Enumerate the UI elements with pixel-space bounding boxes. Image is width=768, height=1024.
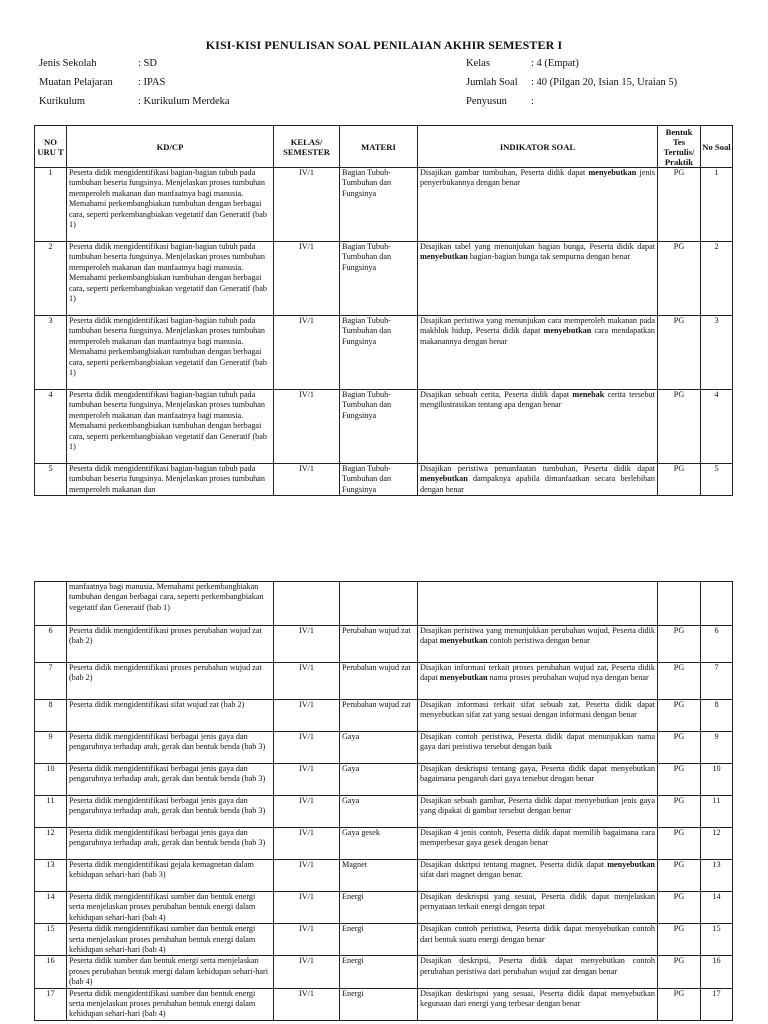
- cell-no-soal: 1: [701, 168, 733, 242]
- cell-materi: Perubahan wujud zat: [340, 700, 418, 732]
- page-title: KISI-KISI PENULISAN SOAL PENILAIAN AKHIR SEMESTER I: [205, 38, 563, 52]
- cell-kelas: IV/1: [274, 663, 340, 700]
- cell-kelas: IV/1: [274, 956, 340, 988]
- indikator-text-end: cara mendapatkan makanannya dengan benar: [420, 326, 655, 346]
- cell-materi: Magnet: [340, 860, 418, 892]
- indikator-text: Disajikan peristiwa yang menunjukkan perubahan wujud, Peserta didik dapat: [420, 626, 655, 646]
- cell-bentuk: PG: [658, 663, 701, 700]
- info-label-jumlah-soal: Jumlah Soal: [466, 77, 518, 88]
- cell-bentuk: PG: [658, 764, 701, 796]
- table-row: [35, 764, 733, 796]
- cell-kdcp: Peserta didik mengidentifikasi bagian-bagian tubuh pada tumbuhan beserta fungsinya. Menjelaskan proses tumbuhan memperoleh makanan dan: [67, 464, 274, 496]
- cell-no: 2: [35, 242, 67, 316]
- header-indikator-soal: INDIKATOR SOAL: [418, 126, 658, 168]
- cell-kelas: IV/1: [274, 316, 340, 390]
- indikator-text-end: contoh peristiwa dengan benar: [487, 636, 590, 646]
- cell-no: 14: [35, 892, 67, 924]
- cell-materi: Gaya: [340, 796, 418, 828]
- indikator-text: Disajikan gambar tumbuhan, Peserta didik dapat: [420, 168, 589, 177]
- cell-kelas: [274, 582, 340, 626]
- cell-kdcp: Peserta didik mengidentifikasi sumber dan bentuk energi serta menjelaskan proses perubahan bentuk energi dalam kehidupan sehari-hari (bab 4): [67, 988, 274, 1020]
- cell-no-soal: 12: [701, 828, 733, 860]
- header-no-urut: NO URU T: [35, 126, 67, 168]
- cell-bentuk: PG: [658, 700, 701, 732]
- cell-no-soal: 16: [701, 956, 733, 988]
- table-row: [35, 892, 733, 924]
- indikator-text: Disajikan contoh peristiwa, Peserta didik dapat menunjukkan nama gaya dari peristiwa tersebut dengan baik: [420, 732, 655, 752]
- cell-indikator: [418, 242, 658, 316]
- indikator-keyword: menyebutkan: [543, 326, 592, 336]
- indikator-keyword: menyebutkan: [439, 673, 488, 683]
- info-left: [39, 58, 369, 118]
- cell-kelas: IV/1: [274, 700, 340, 732]
- cell-no-soal: 2: [701, 242, 733, 316]
- cell-materi: Energi: [340, 892, 418, 924]
- cell-kelas: IV/1: [274, 168, 340, 242]
- info-value-jumlah-soal: : 40 (Pilgan 20, Isian 15, Uraian 5): [531, 77, 678, 88]
- indikator-text: Disajikan deskrispsi yang sesuai, Peserta didik dapat menjelaskan pernyataan terkait energi dengan tepat: [420, 892, 655, 912]
- cell-materi: Bagian Tubuh-Tumbuhan dan Fungsinya: [340, 168, 418, 242]
- cell-materi: Energi: [340, 988, 418, 1020]
- info-label-jenis-sekolah: Jenis Sekolah: [39, 58, 97, 69]
- cell-bentuk: PG: [658, 924, 701, 956]
- cell-materi: Bagian Tubuh-Tumbuhan dan Fungsinya: [340, 464, 418, 496]
- cell-no: 12: [35, 828, 67, 860]
- cell-indikator: [418, 626, 658, 663]
- cell-materi: Gaya: [340, 764, 418, 796]
- cell-kelas: IV/1: [274, 464, 340, 496]
- cell-no: 10: [35, 764, 67, 796]
- cell-kdcp: Peserta didik mengidentifikasi bagian-bagian tubuh pada tumbuhan beserta fungsinya. Menjelaskan proses tumbuhan memperoleh makanan dan manfaatnya bagi manusia. Memahami perkembangbiakan tumbuhan dengan berbagai cara, seperti perkembangbiakan vegetatif dan Generatif (bab 1): [67, 168, 274, 242]
- cell-kelas: IV/1: [274, 242, 340, 316]
- info-value-kurikulum: : Kurikulum Merdeka: [138, 96, 230, 107]
- table-row: [35, 796, 733, 828]
- cell-indikator: [418, 892, 658, 924]
- cell-indikator: [418, 732, 658, 764]
- cell-bentuk: PG: [658, 988, 701, 1020]
- indikator-text: Disajikan sebuah cerita, Peserta didik dapat: [420, 390, 573, 399]
- indikator-text: Disajikan peristiwa pemanfaatan tumbuhan, Peserta didik dapat: [420, 464, 655, 473]
- cell-indikator: [418, 700, 658, 732]
- cell-materi: [340, 582, 418, 626]
- cell-bentuk: PG: [658, 242, 701, 316]
- cell-no: 16: [35, 956, 67, 988]
- cell-no-soal: 9: [701, 732, 733, 764]
- cell-bentuk: PG: [658, 464, 701, 496]
- indikator-text: Disajikan deskrispsi tentang gaya, Peserta didik dapat menyebutkan bagaimana pengaruh dari gaya tersebut dengan benar: [420, 764, 655, 784]
- cell-no-soal: 7: [701, 663, 733, 700]
- cell-no: 17: [35, 988, 67, 1020]
- cell-no: 4: [35, 390, 67, 464]
- indikator-keyword: menyebutkan: [439, 636, 488, 646]
- table-row: [35, 988, 733, 1020]
- cell-materi: Gaya gesek: [340, 828, 418, 860]
- indikator-text: Disajikan contoh peristiwa, Peserta didik dapat menyebutkan contoh dari bentuk suatu energi dengan benar: [420, 924, 655, 944]
- table-row: [35, 390, 733, 464]
- info-value-muatan-pelajaran: : IPAS: [138, 77, 166, 88]
- cell-kdcp: Peserta didik mengidentifikasi bagian-bagian tubuh pada tumbuhan beserta fungsinya. Menjelaskan proses tumbuhan memperoleh makanan dan manfaatnya bagi manusia. Memahami perkembangbiakan tumbuhan dengan berbagai cara, seperti perkembangbiakan vegetatif dan Generatif (bab 1): [67, 390, 274, 464]
- info-label-kelas: Kelas: [466, 58, 490, 69]
- cell-bentuk: PG: [658, 828, 701, 860]
- cell-materi: Energi: [340, 924, 418, 956]
- cell-kdcp: Peserta didik mengidentifikasi sumber dan bentuk energi serta menjelaskan proses perubahan bentuk energi dalam kehidupan sehari-hari (bab 4): [67, 892, 274, 924]
- cell-bentuk: PG: [658, 390, 701, 464]
- indikator-text-end: dampaknya apabila dimanfaatkan secara berlebihan dengan benar: [420, 474, 655, 494]
- info-right: [466, 58, 756, 118]
- table-row: [35, 168, 733, 242]
- cell-kelas: IV/1: [274, 892, 340, 924]
- info-label-kurikulum: Kurikulum: [39, 96, 86, 107]
- cell-kelas: IV/1: [274, 828, 340, 860]
- table-row: [35, 700, 733, 732]
- cell-no: 3: [35, 316, 67, 390]
- cell-kdcp: Peserta didik sumber dan bentuk energi serta menjelaskan proses perubahan bentuk energi dalam kehidupan sehari-hari (bab 4): [67, 956, 274, 988]
- cell-indikator: [418, 924, 658, 956]
- cell-kdcp: Peserta didik mengidentifikasi proses perubahan wujud zat (bab 2): [67, 663, 274, 700]
- cell-materi: Perubahan wujud zat: [340, 626, 418, 663]
- cell-no-soal: 13: [701, 860, 733, 892]
- kisi-table-page-2: [34, 581, 733, 1021]
- cell-kelas: IV/1: [274, 764, 340, 796]
- cell-no-soal: 4: [701, 390, 733, 464]
- cell-no-soal: 6: [701, 626, 733, 663]
- cell-bentuk: PG: [658, 892, 701, 924]
- cell-kdcp: Peserta didik mengidentifikasi berbagai jenis gaya dan pengaruhnya terhadap arah, gerak dan bentuk benda (bab 3): [67, 796, 274, 828]
- cell-no-soal: 10: [701, 764, 733, 796]
- info-label-muatan-pelajaran: Muatan Pelajaran: [39, 77, 113, 88]
- cell-kelas: IV/1: [274, 988, 340, 1020]
- table-row: [35, 924, 733, 956]
- indikator-text: Disajikan informasi terkait sifat sebuah zat, Peserta didik dapat menyebutkan sifat zat yang sesuai dengan informasi dengan benar: [420, 700, 655, 720]
- indikator-text: Disajikan tabel yang menunjukan bagian bunga, Peserta didik dapat: [420, 242, 655, 251]
- cell-bentuk: PG: [658, 316, 701, 390]
- cell-materi: Bagian Tubuh-Tumbuhan dan Fungsinya: [340, 242, 418, 316]
- cell-kdcp: Peserta didik mengidentifikasi bagian-bagian tubuh pada tumbuhan beserta fungsinya. Menjelaskan proses tumbuhan memperoleh makanan dan manfaatnya bagi manusia. Memahami perkembangbiakan tumbuhan dengan berbagai cara, seperti perkembangbiakan vegetatif dan Generatif (bab 1): [67, 242, 274, 316]
- cell-indikator: [418, 796, 658, 828]
- table-body-page-2: [35, 582, 733, 1021]
- cell-no: 1: [35, 168, 67, 242]
- table-row: [35, 860, 733, 892]
- cell-kdcp: Peserta didik mengidentifikasi sifat wujud zat (bab 2): [67, 700, 274, 732]
- cell-indikator: [418, 316, 658, 390]
- cell-kdcp: Peserta didik mengidentifikasi gejala kemagnetan dalam kehidupan sehari-hari (bab 3): [67, 860, 274, 892]
- table-row: [35, 626, 733, 663]
- cell-indikator: [418, 168, 658, 242]
- cell-indikator: [418, 828, 658, 860]
- table-row: [35, 242, 733, 316]
- cell-kdcp: Peserta didik mengidentifikasi proses perubahan wujud zat (bab 2): [67, 626, 274, 663]
- indikator-text-end: cerita tersebut mengilustrasikan tentang apa dengan benar: [420, 390, 655, 410]
- indikator-keyword: menyebutkan: [588, 168, 637, 177]
- cell-no-soal: 11: [701, 796, 733, 828]
- cell-kdcp: Peserta didik mengidentifikasi sumber dan bentuk energi serta menjelaskan proses perubahan bentuk energi dalam kehidupan sehari-hari (bab 4): [67, 924, 274, 956]
- cell-indikator: [418, 464, 658, 496]
- cell-kelas: IV/1: [274, 626, 340, 663]
- cell-kdcp: Peserta didik mengidentifikasi berbagai jenis gaya dan pengaruhnya terhadap arah, gerak dan bentuk benda (bab 3): [67, 732, 274, 764]
- cell-indikator: [418, 390, 658, 464]
- cell-no-soal: 5: [701, 464, 733, 496]
- header-no-soal: No Soal: [701, 126, 733, 168]
- cell-no-soal: 15: [701, 924, 733, 956]
- cell-no: 5: [35, 464, 67, 496]
- cell-kdcp: manfaatnya bagi manusia. Memahami perkembangbiakan tumbuhan dengan berbagai cara, seperti perkembangbiakan vegetatif dan Generatif (bab 1): [67, 582, 274, 626]
- cell-bentuk: PG: [658, 732, 701, 764]
- cell-materi: Energi: [340, 956, 418, 988]
- cell-kelas: IV/1: [274, 732, 340, 764]
- indikator-keyword: menebak: [572, 390, 605, 399]
- indikator-text-end: sifat dari magnet dengan benar.: [420, 870, 523, 880]
- cell-no: 6: [35, 626, 67, 663]
- kisi-table-page-1: [34, 125, 733, 496]
- cell-no: [35, 582, 67, 626]
- table-row: [35, 464, 733, 496]
- info-value-penyusun: :: [531, 96, 534, 107]
- table-body-page-1: [35, 168, 733, 496]
- indikator-text-end: bagian-bagian bunga tak sempurna dengan benar: [467, 252, 631, 262]
- table-row-continuation: [35, 582, 733, 626]
- indikator-text: Disajikan informasi terkait proses perubahan wujud zat, Peserta didik dapat: [420, 663, 655, 683]
- cell-bentuk: PG: [658, 168, 701, 242]
- cell-no: 9: [35, 732, 67, 764]
- indikator-text: Disajikan deskrispsi yang sesuai, Peserta didik dapat menyebutkan kegunaan dari energi yang terbesar dengan benar: [420, 988, 655, 1009]
- cell-no-soal: 14: [701, 892, 733, 924]
- cell-materi: Gaya: [340, 732, 418, 764]
- info-value-kelas: : 4 (Empat): [531, 58, 579, 69]
- cell-no-soal: 17: [701, 988, 733, 1020]
- indikator-text-end: jenis penyerbukannya dengan benar: [420, 168, 655, 188]
- table-row: [35, 663, 733, 700]
- cell-kelas: IV/1: [274, 390, 340, 464]
- cell-materi: Bagian Tubuh-Tumbuhan dan Fungsinya: [340, 316, 418, 390]
- cell-no-soal: 3: [701, 316, 733, 390]
- cell-no: 15: [35, 924, 67, 956]
- indikator-text: Disajikan dskripsi tentang magnet, Peserta didik dapat: [420, 860, 608, 869]
- cell-bentuk: [658, 582, 701, 626]
- info-label-penyusun: Penyusun: [466, 96, 507, 107]
- table-row: [35, 316, 733, 390]
- header-materi: MATERI: [340, 126, 418, 168]
- cell-indikator: [418, 582, 658, 626]
- indikator-text: Disajikan peristiwa yang menunjukan cara memperoleh makanan pada makhluk hidup, Peserta didik dapat: [420, 316, 655, 336]
- indikator-text: Disajikan sebuah gambar, Peserta didik dapat menyebutkan jenis gaya yang dipakai di gambar tersebut dengan benar: [420, 796, 655, 816]
- info-value-jenis-sekolah: : SD: [138, 58, 157, 69]
- cell-kelas: IV/1: [274, 860, 340, 892]
- indikator-keyword: menyebutkan: [607, 860, 655, 869]
- table-row: [35, 732, 733, 764]
- cell-indikator: [418, 860, 658, 892]
- cell-kelas: IV/1: [274, 924, 340, 956]
- cell-kdcp: Peserta didik mengidentifikasi berbagai jenis gaya dan pengaruhnya terhadap arah, gerak dan bentuk benda (bab 3): [67, 764, 274, 796]
- cell-no: 7: [35, 663, 67, 700]
- cell-materi: Bagian Tubuh-Tumbuhan dan Fungsinya: [340, 390, 418, 464]
- cell-kelas: IV/1: [274, 796, 340, 828]
- cell-indikator: [418, 956, 658, 988]
- indikator-text: Disajikan deskripsi, Peserta didik dapat menyebutkan contoh perubahan peristiwa dari perubahan wujud zat dengan benar: [420, 956, 655, 976]
- indikator-text-end: nama proses perubahan wujud nya dengan benar: [487, 673, 649, 683]
- indikator-keyword: menyebutkan: [420, 474, 468, 484]
- table-row: [35, 956, 733, 988]
- cell-kdcp: Peserta didik mengidentifikasi berbagai jenis gaya dan pengaruhnya terhadap arah, gerak dan bentuk benda (bab 3): [67, 828, 274, 860]
- indikator-keyword: menyebutkan: [420, 252, 468, 262]
- cell-kdcp: Peserta didik mengidentifikasi bagian-bagian tubuh pada tumbuhan beserta fungsinya. Menjelaskan proses tumbuhan memperoleh makanan dan manfaatnya bagi manusia. Memahami perkembangbiakan tumbuhan dengan berbagai cara, seperti perkembangbiakan vegetatif dan Generatif (bab 1): [67, 316, 274, 390]
- cell-no-soal: 8: [701, 700, 733, 732]
- cell-indikator: [418, 988, 658, 1020]
- header-kelas-semester: KELAS/ SEMESTER: [274, 126, 340, 168]
- cell-bentuk: PG: [658, 796, 701, 828]
- cell-indikator: [418, 663, 658, 700]
- table-row: [35, 828, 733, 860]
- cell-bentuk: PG: [658, 956, 701, 988]
- indikator-text: Disajikan 4 jenis contoh, Peserta didik dapat memilih bagaimana cara memperbesar gaya gesek dengan benar: [420, 828, 655, 848]
- header-bentuk-tes: Bentuk Tes Tertulis/ Praktik: [658, 126, 701, 168]
- cell-indikator: [418, 764, 658, 796]
- cell-no: 13: [35, 860, 67, 892]
- cell-no-soal: [701, 582, 733, 626]
- header-kdcp: KD/CP: [67, 126, 274, 168]
- cell-materi: Perubahan wujud zat: [340, 663, 418, 700]
- cell-bentuk: PG: [658, 626, 701, 663]
- cell-no: 8: [35, 700, 67, 732]
- cell-no: 11: [35, 796, 67, 828]
- cell-bentuk: PG: [658, 860, 701, 892]
